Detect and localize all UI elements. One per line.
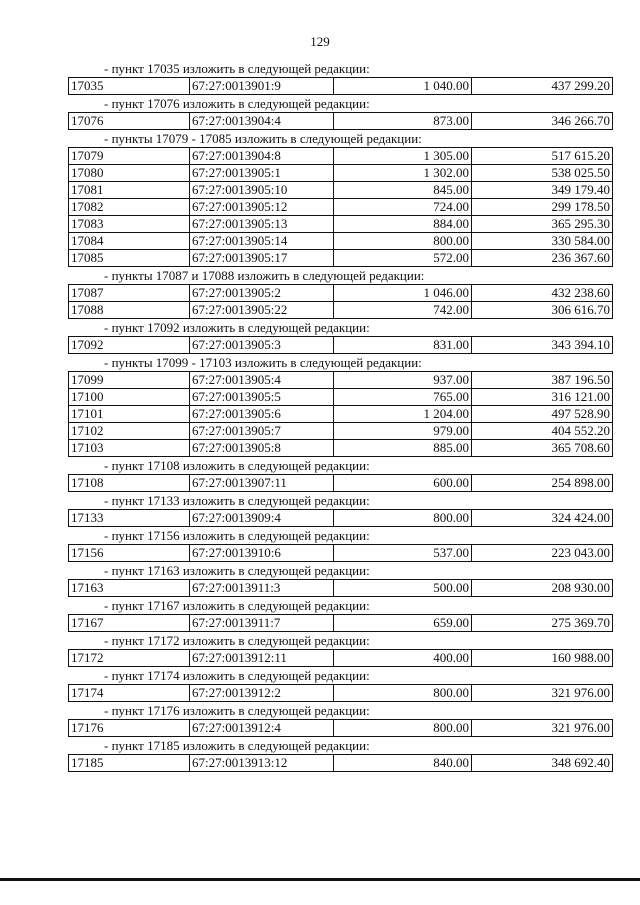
cadastral-number-cell: 67:27:0013909:4 — [190, 510, 334, 527]
section-table — [68, 147, 613, 267]
area-cell: 1 040.00 — [334, 78, 472, 95]
area-cell: 1 204.00 — [334, 406, 472, 423]
value-cell: 348 692.40 — [472, 755, 613, 772]
table-row — [69, 389, 613, 406]
item-number-cell: 17099 — [69, 372, 190, 389]
section-table — [68, 719, 613, 737]
section-table — [68, 579, 613, 597]
value-cell: 437 299.20 — [472, 78, 613, 95]
value-cell: 343 394.10 — [472, 337, 613, 354]
item-number-cell: 17103 — [69, 440, 190, 457]
item-number-cell: 17172 — [69, 650, 190, 667]
section-heading: - пункт 17133 изложить в следующей редакции: — [104, 493, 370, 508]
section-heading: - пункт 17156 изложить в следующей редакции: — [104, 528, 370, 543]
area-cell: 800.00 — [334, 720, 472, 737]
section-heading: - пункт 17092 изложить в следующей редакции: — [104, 320, 370, 335]
cadastral-number-cell: 67:27:0013905:8 — [190, 440, 334, 457]
item-number-cell: 17079 — [69, 148, 190, 165]
cadastral-number-cell: 67:27:0013905:6 — [190, 406, 334, 423]
value-cell: 236 367.60 — [472, 250, 613, 267]
section-heading: - пункты 17079 - 17085 изложить в следующей редакции: — [104, 131, 422, 146]
table-row — [69, 285, 613, 302]
section-heading: - пункт 17108 изложить в следующей редакции: — [104, 458, 370, 473]
area-cell: 1 302.00 — [334, 165, 472, 182]
value-cell: 404 552.20 — [472, 423, 613, 440]
section-heading: - пункты 17087 и 17088 изложить в следующей редакции: — [104, 268, 425, 283]
table-row — [69, 615, 613, 632]
cadastral-number-cell: 67:27:0013905:12 — [190, 199, 334, 216]
document-body — [0, 60, 640, 772]
area-cell: 724.00 — [334, 199, 472, 216]
cadastral-number-cell: 67:27:0013912:4 — [190, 720, 334, 737]
value-cell: 306 616.70 — [472, 302, 613, 319]
section-table — [68, 77, 613, 95]
table-row — [69, 182, 613, 199]
cadastral-number-cell: 67:27:0013905:10 — [190, 182, 334, 199]
value-cell: 330 584.00 — [472, 233, 613, 250]
value-cell: 321 976.00 — [472, 685, 613, 702]
table-row — [69, 545, 613, 562]
section-table — [68, 544, 613, 562]
cadastral-number-cell: 67:27:0013901:9 — [190, 78, 334, 95]
area-cell: 800.00 — [334, 233, 472, 250]
table-row — [69, 406, 613, 423]
value-cell: 346 266.70 — [472, 113, 613, 130]
value-cell: 432 238.60 — [472, 285, 613, 302]
section-table — [68, 371, 613, 457]
value-cell: 316 121.00 — [472, 389, 613, 406]
item-number-cell: 17100 — [69, 389, 190, 406]
cadastral-number-cell: 67:27:0013910:6 — [190, 545, 334, 562]
item-number-cell: 17076 — [69, 113, 190, 130]
area-cell: 1 046.00 — [334, 285, 472, 302]
cadastral-number-cell: 67:27:0013905:2 — [190, 285, 334, 302]
table-row — [69, 78, 613, 95]
item-number-cell: 17185 — [69, 755, 190, 772]
item-number-cell: 17084 — [69, 233, 190, 250]
area-cell: 800.00 — [334, 685, 472, 702]
value-cell: 208 930.00 — [472, 580, 613, 597]
area-cell: 831.00 — [334, 337, 472, 354]
item-number-cell: 17163 — [69, 580, 190, 597]
area-cell: 800.00 — [334, 510, 472, 527]
section-heading: - пункт 17174 изложить в следующей редакции: — [104, 668, 370, 683]
area-cell: 885.00 — [334, 440, 472, 457]
section-table — [68, 112, 613, 130]
item-number-cell: 17083 — [69, 216, 190, 233]
item-number-cell: 17035 — [69, 78, 190, 95]
item-number-cell: 17133 — [69, 510, 190, 527]
value-cell: 275 369.70 — [472, 615, 613, 632]
section-table — [68, 754, 613, 772]
table-row — [69, 233, 613, 250]
item-number-cell: 17082 — [69, 199, 190, 216]
area-cell: 873.00 — [334, 113, 472, 130]
table-row — [69, 148, 613, 165]
area-cell: 979.00 — [334, 423, 472, 440]
section-heading: - пункт 17076 изложить в следующей редакции: — [104, 96, 370, 111]
value-cell: 349 179.40 — [472, 182, 613, 199]
table-row — [69, 720, 613, 737]
value-cell: 254 898.00 — [472, 475, 613, 492]
item-number-cell: 17088 — [69, 302, 190, 319]
area-cell: 600.00 — [334, 475, 472, 492]
item-number-cell: 17176 — [69, 720, 190, 737]
cadastral-number-cell: 67:27:0013913:12 — [190, 755, 334, 772]
table-row — [69, 302, 613, 319]
area-cell: 742.00 — [334, 302, 472, 319]
cadastral-number-cell: 67:27:0013911:7 — [190, 615, 334, 632]
section-heading: - пункт 17176 изложить в следующей редакции: — [104, 703, 370, 718]
area-cell: 884.00 — [334, 216, 472, 233]
cadastral-number-cell: 67:27:0013912:2 — [190, 685, 334, 702]
value-cell: 160 988.00 — [472, 650, 613, 667]
area-cell: 937.00 — [334, 372, 472, 389]
item-number-cell: 17156 — [69, 545, 190, 562]
table-row — [69, 650, 613, 667]
table-row — [69, 372, 613, 389]
footer-rule — [0, 878, 640, 881]
table-row — [69, 685, 613, 702]
cadastral-number-cell: 67:27:0013907:11 — [190, 475, 334, 492]
table-row — [69, 475, 613, 492]
cadastral-number-cell: 67:27:0013911:3 — [190, 580, 334, 597]
section-heading: - пункт 17167 изложить в следующей редакции: — [104, 598, 370, 613]
area-cell: 840.00 — [334, 755, 472, 772]
section-heading: - пункт 17185 изложить в следующей редакции: — [104, 738, 370, 753]
area-cell: 845.00 — [334, 182, 472, 199]
cadastral-number-cell: 67:27:0013905:17 — [190, 250, 334, 267]
section-heading: - пункт 17163 изложить в следующей редакции: — [104, 563, 370, 578]
item-number-cell: 17081 — [69, 182, 190, 199]
section-heading: - пункты 17099 - 17103 изложить в следующей редакции: — [104, 355, 422, 370]
section-table — [68, 509, 613, 527]
item-number-cell: 17101 — [69, 406, 190, 423]
cadastral-number-cell: 67:27:0013905:14 — [190, 233, 334, 250]
section-table — [68, 474, 613, 492]
cadastral-number-cell: 67:27:0013905:1 — [190, 165, 334, 182]
item-number-cell: 17102 — [69, 423, 190, 440]
section-table — [68, 649, 613, 667]
cadastral-number-cell: 67:27:0013905:13 — [190, 216, 334, 233]
area-cell: 537.00 — [334, 545, 472, 562]
cadastral-number-cell: 67:27:0013905:5 — [190, 389, 334, 406]
table-row — [69, 755, 613, 772]
cadastral-number-cell: 67:27:0013905:4 — [190, 372, 334, 389]
cadastral-number-cell: 67:27:0013904:8 — [190, 148, 334, 165]
item-number-cell: 17085 — [69, 250, 190, 267]
section-table — [68, 684, 613, 702]
area-cell: 659.00 — [334, 615, 472, 632]
area-cell: 572.00 — [334, 250, 472, 267]
area-cell: 400.00 — [334, 650, 472, 667]
table-row — [69, 250, 613, 267]
section-table — [68, 614, 613, 632]
item-number-cell: 17108 — [69, 475, 190, 492]
value-cell: 497 528.90 — [472, 406, 613, 423]
item-number-cell: 17167 — [69, 615, 190, 632]
section-table — [68, 336, 613, 354]
table-row — [69, 510, 613, 527]
item-number-cell: 17087 — [69, 285, 190, 302]
cadastral-number-cell: 67:27:0013904:4 — [190, 113, 334, 130]
table-row — [69, 165, 613, 182]
item-number-cell: 17092 — [69, 337, 190, 354]
table-row — [69, 216, 613, 233]
value-cell: 365 295.30 — [472, 216, 613, 233]
table-row — [69, 440, 613, 457]
item-number-cell: 17174 — [69, 685, 190, 702]
value-cell: 387 196.50 — [472, 372, 613, 389]
value-cell: 517 615.20 — [472, 148, 613, 165]
value-cell: 365 708.60 — [472, 440, 613, 457]
section-heading: - пункт 17035 изложить в следующей редакции: — [104, 61, 370, 76]
value-cell: 321 976.00 — [472, 720, 613, 737]
value-cell: 324 424.00 — [472, 510, 613, 527]
section-table — [68, 284, 613, 319]
cadastral-number-cell: 67:27:0013905:22 — [190, 302, 334, 319]
area-cell: 1 305.00 — [334, 148, 472, 165]
value-cell: 538 025.50 — [472, 165, 613, 182]
table-row — [69, 199, 613, 216]
section-heading: - пункт 17172 изложить в следующей редакции: — [104, 633, 370, 648]
item-number-cell: 17080 — [69, 165, 190, 182]
cadastral-number-cell: 67:27:0013912:11 — [190, 650, 334, 667]
value-cell: 223 043.00 — [472, 545, 613, 562]
area-cell: 500.00 — [334, 580, 472, 597]
table-row — [69, 423, 613, 440]
cadastral-number-cell: 67:27:0013905:7 — [190, 423, 334, 440]
table-row — [69, 337, 613, 354]
value-cell: 299 178.50 — [472, 199, 613, 216]
page-number: 129 — [310, 34, 330, 49]
area-cell: 765.00 — [334, 389, 472, 406]
table-row — [69, 580, 613, 597]
table-row — [69, 113, 613, 130]
cadastral-number-cell: 67:27:0013905:3 — [190, 337, 334, 354]
